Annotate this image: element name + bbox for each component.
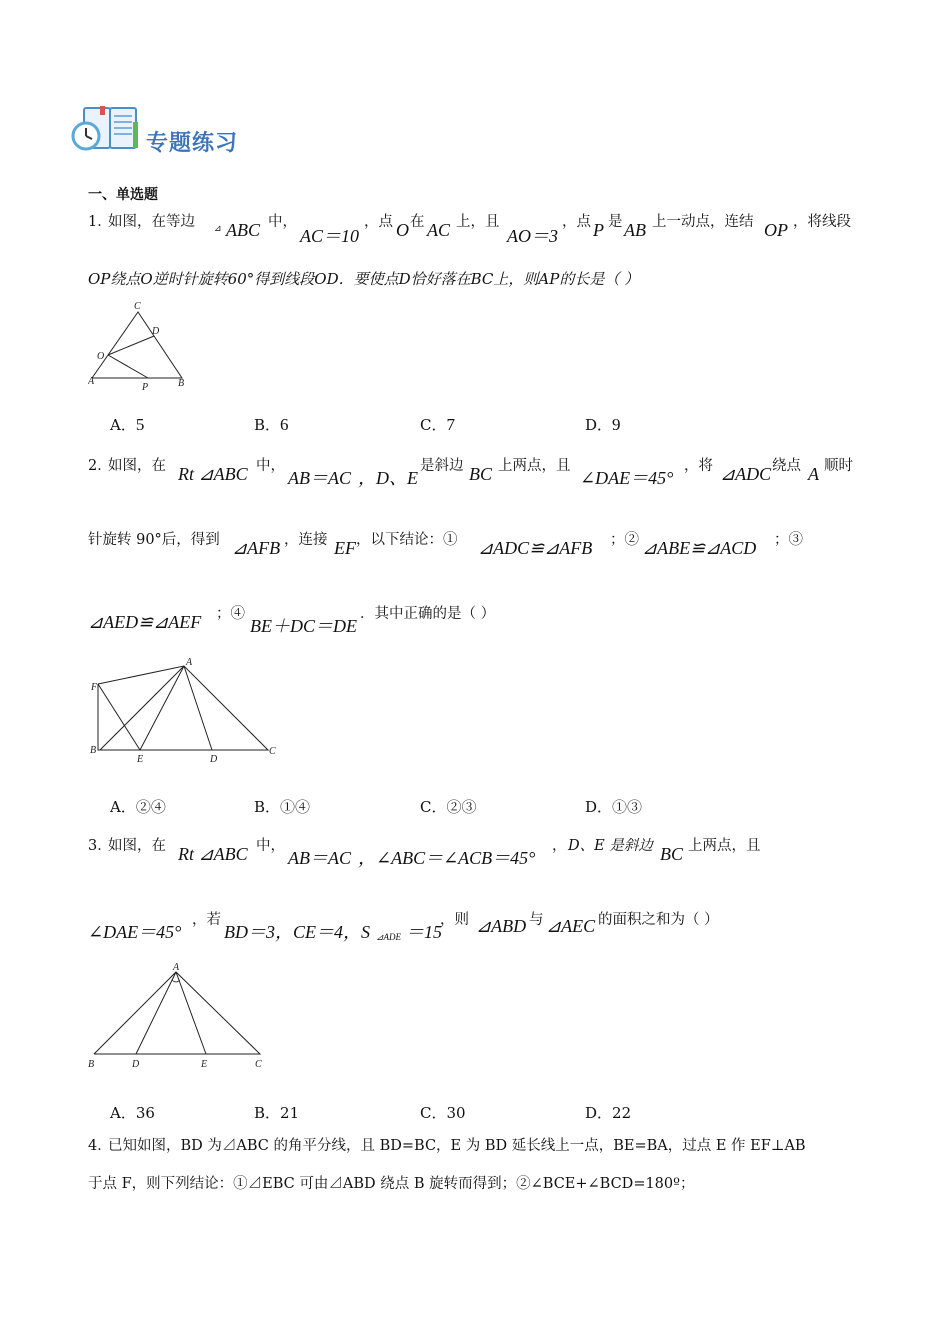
q1-option-c[interactable]: C．7 — [420, 415, 455, 434]
q1-label-o: O — [97, 351, 105, 362]
q1-label-a: A — [88, 376, 95, 387]
q2-number: 2． — [88, 458, 112, 474]
q2-math: ⊿ADC — [720, 464, 772, 484]
q2-text: ；④ — [216, 606, 245, 622]
question-4 — [88, 1134, 868, 1194]
q3-math: ⊿AEC — [546, 916, 596, 936]
q3-math: ∠DAE＝45° — [88, 922, 182, 942]
q2-text: 顺时 — [824, 458, 853, 474]
q3-text: 的面积之和为（ ） — [598, 912, 719, 928]
q1-label-p: P — [142, 382, 149, 392]
q2-math: EF — [334, 538, 356, 558]
q2-text: ；③ — [774, 532, 803, 548]
q2-text: ，以下结论：① — [356, 532, 458, 548]
q3-text: ，若 — [192, 912, 221, 928]
q1-option-a[interactable]: A．5 — [110, 415, 145, 434]
q1-label-d: D — [152, 326, 160, 337]
q2-option-c[interactable]: C．②③ — [420, 798, 477, 816]
q3-text: 中， — [256, 838, 285, 854]
q2-text: ；② — [610, 532, 639, 548]
q2-option-a[interactable]: A．②④ — [110, 798, 166, 816]
q1-text: 中， — [268, 214, 297, 230]
q2-label-c: C — [269, 746, 276, 757]
q1-number: 1． — [88, 214, 112, 230]
q2-math: ⊿AED≌⊿AEF — [88, 612, 202, 632]
q1-math: AC＝10 — [300, 226, 360, 246]
q1-figure — [88, 300, 198, 392]
q2-math: ⊿AFB — [232, 538, 281, 558]
q2-math: BC — [469, 464, 493, 484]
q1-option-b[interactable]: B．6 — [254, 415, 289, 434]
q4-text-line1: 已知如图，BD 为⊿ABC 的角平分线，且 BD=BC，E 为 BD 延长线上一点，BE=BA，过点 E 作 EF⊥AB — [108, 1138, 806, 1154]
q2-math: ，D、E — [358, 468, 418, 488]
q1-option-d[interactable]: D．9 — [585, 415, 621, 434]
q2-text: 绕点 — [772, 458, 801, 474]
q2-label-b: B — [90, 745, 97, 756]
triangle-symbol: ⊿ — [214, 224, 222, 234]
q3-text: D、E 是斜边 — [568, 838, 653, 854]
q2-text: ，连接 — [284, 532, 328, 548]
q3-math: AB＝AC — [288, 848, 351, 868]
q2-label-d: D — [210, 754, 218, 764]
q3-text: ， — [552, 838, 567, 854]
q1-text: ，点 — [364, 214, 393, 230]
q3-text: 上两点，且 — [688, 838, 761, 854]
q1-text: ，将线段 — [793, 214, 851, 230]
q3-label-d: D — [132, 1059, 140, 1070]
q3-option-b[interactable]: B．21 — [254, 1104, 300, 1122]
q2-math: ⊿ADC≌⊿AFB — [478, 538, 593, 558]
q2-text: 上两点，且 — [498, 458, 571, 474]
book-clock-icon — [70, 104, 142, 156]
q3-math: BD＝3，CE＝4，S — [224, 922, 370, 942]
q3-option-c[interactable]: C．30 — [420, 1104, 466, 1122]
q3-text: 与 — [529, 912, 544, 928]
q1-math: AO＝3 — [507, 226, 558, 246]
question-3 — [88, 828, 868, 1128]
q1-math: AB — [624, 220, 646, 240]
q2-math: A — [808, 464, 819, 484]
q1-text-line2: OP绕点O逆时针旋转60°得到线段OD．要使点D恰好落在BC上，则AP的长是（ ） — [88, 270, 640, 288]
q2-math: Rt ⊿ABC — [178, 464, 248, 484]
question-2 — [88, 450, 868, 820]
q1-math: AC — [427, 220, 451, 240]
q3-figure — [88, 960, 278, 1074]
q1-math: OP — [764, 220, 788, 240]
q3-math: ＝15 — [406, 922, 442, 942]
q1-text: 是 — [608, 214, 623, 230]
q2-label-e: E — [137, 754, 144, 764]
question-1 — [88, 204, 868, 444]
q3-text: 如图，在 — [108, 838, 166, 854]
q3-math: ⊿ABD — [476, 916, 527, 936]
q2-figure — [88, 654, 288, 764]
q2-option-b[interactable]: B．①④ — [254, 798, 311, 816]
q2-label-a: A — [186, 657, 193, 668]
q3-math: Rt ⊿ABC — [178, 844, 248, 864]
q2-label-f: F — [91, 682, 98, 693]
q1-text: 在 — [410, 214, 425, 230]
q3-label-a: A — [173, 962, 180, 973]
q2-math: ⊿ABE≌⊿ACD — [642, 538, 757, 558]
q3-text: ，则 — [440, 912, 469, 928]
page-title: 专题练习 — [146, 131, 239, 156]
q1-math: ABC — [226, 220, 260, 240]
q1-text: 如图，在等边 — [108, 214, 195, 230]
q1-text: 上一动点，连结 — [652, 214, 754, 230]
q3-label-b: B — [88, 1059, 95, 1070]
q3-label-e: E — [201, 1059, 208, 1070]
q3-subscript: ⊿ADE — [376, 932, 402, 942]
q3-math: ，∠ABC＝∠ACB＝45° — [358, 848, 536, 868]
q2-math: ∠DAE＝45° — [580, 468, 674, 488]
q2-text: ．其中正确的是（ ） — [360, 606, 496, 622]
q2-math: BE＋DC＝DE — [250, 616, 357, 636]
q1-label-c: C — [134, 301, 141, 312]
q2-text: 针旋转 90°后，得到 — [88, 532, 220, 548]
q4-number: 4． — [88, 1138, 112, 1154]
q2-text: ，将 — [684, 458, 713, 474]
q1-label-b: B — [178, 378, 185, 389]
q3-number: 3． — [88, 838, 112, 854]
q2-text: 中， — [256, 458, 285, 474]
q2-math: AB＝AC — [288, 468, 351, 488]
q2-option-d[interactable]: D．①③ — [585, 798, 643, 816]
q4-text-line2: 于点 F，则下列结论：①⊿EBC 可由⊿ABD 绕点 B 旋转而得到；②∠BCE+∠BCD=180º； — [88, 1176, 695, 1192]
q3-label-c: C — [255, 1059, 262, 1070]
q3-option-a[interactable]: A．36 — [110, 1104, 155, 1122]
q2-text: 是斜边 — [420, 458, 464, 474]
q3-option-d[interactable]: D．22 — [585, 1104, 632, 1122]
section-title: 一、单选题 — [88, 187, 158, 203]
q2-text: 如图，在 — [108, 458, 166, 474]
q1-math: P — [593, 220, 604, 240]
q3-math: BC — [660, 844, 684, 864]
header — [70, 104, 310, 156]
q1-text: ，点 — [562, 214, 591, 230]
q1-math: O — [396, 220, 409, 240]
q1-text: 上，且 — [456, 214, 500, 230]
